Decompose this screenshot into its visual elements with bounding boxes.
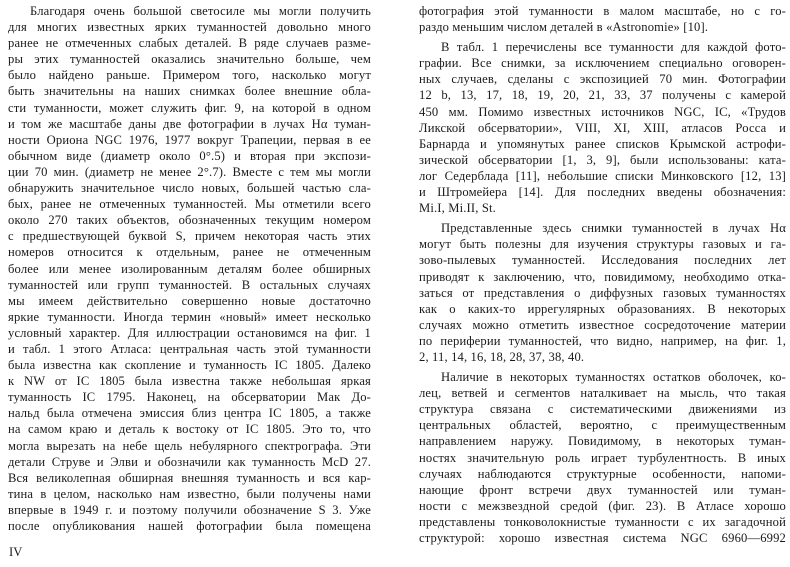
text-line: центральных областей, вероятно, с преимущественным — [419, 418, 786, 433]
text-line: ностях значительную роль играет турбулентность. В иных — [419, 450, 786, 465]
text-line: структура связана с систематическими движениями из — [419, 402, 786, 417]
text-line: быть значительны на наших снимках более внешние обла- — [8, 84, 371, 99]
text-line: около 270 таких объектов, обозначенных текущим номером — [8, 213, 371, 228]
left-column — [8, 3, 371, 534]
text-line: лец, ветвей и сегментов наталкивает на мысль, что такая — [419, 386, 786, 401]
text-line: Благодаря очень большой светосиле мы могли получить — [30, 4, 371, 18]
text-line: после опубликования нашей фотографии была помещена — [8, 519, 371, 533]
text-line: и Штромейера [14]. Для последних введены обозначения: — [419, 185, 786, 200]
text-line: Представленные здесь снимки туманностей в лучах Hα — [441, 221, 786, 236]
text-line: на самом краю и деталь к востоку от IC 1805. Это то, что — [8, 422, 371, 437]
text-line: была известна как скопление и туманность IC 1805. Далеко — [8, 358, 371, 373]
text-line: мы имеем действительно совершенно новые достаточно — [8, 293, 371, 308]
text-line: ции 70 мин. (диаметр не менее 2°.7). Вместе с тем мы могли — [8, 164, 371, 179]
text-line: обычном виде (диаметр около 0°.5) и вторая при экспози- — [8, 148, 371, 163]
right-paragraph — [419, 3, 786, 35]
right-paragraph — [419, 220, 786, 365]
text-line: ранее не отмеченных слабых деталей. В ряде случаев разме- — [8, 36, 371, 51]
left-paragraph — [8, 3, 371, 534]
text-line: приводят к заключению, что, повидимому, необходимо отка- — [419, 269, 786, 284]
text-line: лог Седерблада [11], небольшие списки Минковского [12, 13] — [419, 168, 786, 183]
text-line: Ликской обсерватории», VIII, XI, XIII, атласов Росса и — [419, 120, 786, 135]
text-line: сти туманности, может служить фиг. 9, на которой в одном — [8, 100, 371, 115]
text-line: 2, 11, 14, 16, 18, 28, 37, 38, 40. — [419, 349, 585, 364]
text-line: номеров относится к отдельным, ранее не отмеченным — [8, 245, 371, 260]
text-line: для многих известных ярких туманностей довольно много — [8, 20, 371, 35]
text-line: случаях можно отметить известное сосредоточение материи — [419, 317, 786, 332]
text-line: обнаружить значительное число новых, большей частью сла- — [8, 181, 371, 196]
text-line: условный характер. Для иллюстрации остановимся на фиг. 1 — [8, 325, 371, 340]
text-line: с предшествующей буквой S, причем некоторая часть этих — [8, 229, 371, 244]
text-line: и табл. 1 этого Атласа: центральная часть этой туманности — [8, 341, 371, 356]
text-line: 12 b, 13, 17, 18, 19, 20, 21, 33, 37 получены с камерой — [419, 88, 786, 103]
text-line: могут быть полезны для изучения структуры газовых и га- — [419, 237, 786, 252]
text-line: В табл. 1 перечислены все туманности для каждой фото- — [441, 40, 786, 55]
right-paragraph — [419, 39, 786, 216]
text-line: ности Ориона NGC 1976, 1977 вокруг Трапеции, первая в ее — [8, 132, 371, 147]
text-line: нальд была отмечена эмиссия близ центра IC 1805, а также — [8, 406, 371, 421]
text-line: ности с межзвездной средой (фиг. 23). В Атласе хорошо — [419, 498, 786, 513]
text-line: тина в целом, насколько нам известно, были получены нами — [8, 486, 371, 501]
text-line: бых, ранее не отмеченных туманностей. Мы отметили всего — [8, 197, 371, 212]
text-line: и том же масштабе даны две фотографии в лучах Hα туман- — [8, 116, 371, 131]
text-line: Вся великолепная обширная внешняя туманность и вся кар- — [8, 470, 371, 485]
text-line: детали Струве и Элви и обозначили как туманность McD 27. — [8, 454, 371, 469]
text-line: туманностей или групп туманностей. В остальных случаях — [8, 277, 371, 292]
text-line: Mi.I, Mi.II, St. — [419, 201, 496, 216]
text-line: ры этих туманностей оказались значительно больше, чем — [8, 52, 371, 67]
text-line: впервые в 1949 г. и поэтому получили обозначение S 3. Уже — [8, 502, 371, 517]
text-line: структурой: хорошо известная система NGC 6960—6992 — [419, 531, 786, 545]
text-line: раздо меньшим числом деталей в «Astronomie» [10]. — [419, 20, 709, 35]
text-line: представлены тонковолокнистые туманности с их загадочной — [419, 514, 786, 529]
text-line: по периферии туманностей, что видно, например, на фиг. 1, — [419, 333, 786, 348]
text-line: Барнарда и упомянутых ранее списков Крымской астрофи- — [419, 136, 786, 151]
text-line: яркие туманности. Иногда термин «новый» имеет несколько — [8, 309, 371, 324]
text-line: Наличие в некоторых туманностях остатков оболочек, ко- — [441, 370, 786, 385]
text-line: направлением наружу. Повидимому, в некоторых туман- — [419, 434, 786, 449]
text-line: случаях наблюдаются структурные особенности, напоми- — [419, 466, 786, 481]
right-paragraph — [419, 369, 786, 546]
text-line: было найдено раньше. Примером того, насколько могут — [8, 68, 371, 83]
text-line: зово-пылевых туманностей. Исследования последних лет — [419, 253, 786, 268]
text-line: зической обсерватории [1, 3, 9], были использованы: ката- — [419, 152, 786, 167]
right-column — [419, 3, 786, 546]
text-line: 450 мм. Помимо известных источников NGC, IC, «Трудов — [419, 104, 786, 119]
page-number: IV — [9, 545, 23, 559]
text-line: нающие фронт встречи двух туманностей или туман- — [419, 482, 786, 497]
text-line: фотография этой туманности в малом масштабе, но с го- — [419, 4, 786, 18]
text-line: заться от представления о диффузных газовых туманностях — [419, 285, 786, 300]
text-line: графии. Все снимки, за исключением специально оговорен- — [419, 56, 786, 71]
text-line: более или менее изолированным деталям более обширных — [8, 261, 371, 276]
text-line: как о каких-то иррегулярных образованиях. В некоторых — [419, 301, 786, 316]
text-line: ных случаев, сделаны с экспозицией 70 мин. Фотографии — [419, 72, 786, 87]
text-line: туманность IC 1795. Наконец, на обсерватории Мак До- — [8, 390, 371, 405]
text-line: к NW от IC 1805 была известна также небольшая яркая — [8, 374, 371, 389]
text-line: могла вырезать на небе щель небулярного спектрографа. Эти — [8, 438, 371, 453]
